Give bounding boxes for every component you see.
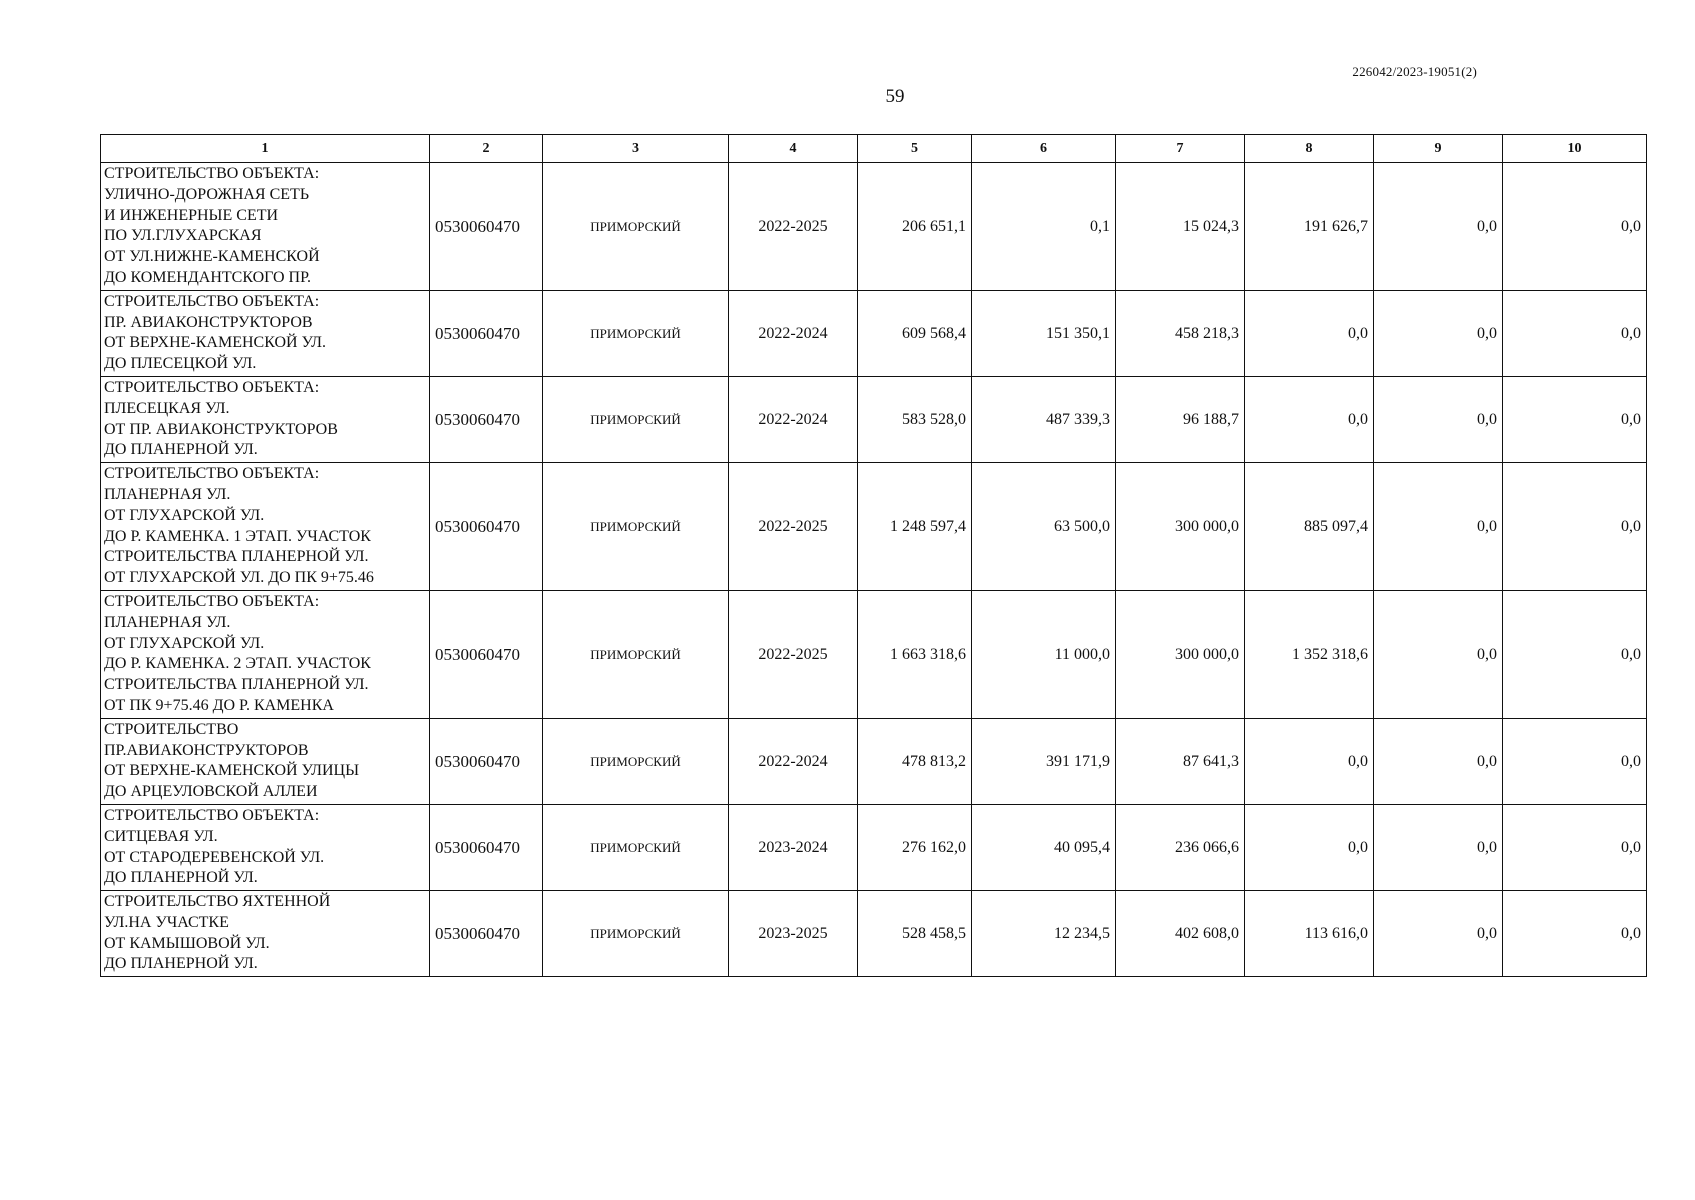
district: ПРИМОРСКИЙ xyxy=(543,463,729,591)
object-name xyxy=(101,718,430,804)
value-col7: 402 608,0 xyxy=(1116,891,1245,977)
object-name-line: ПЛАНЕРНАЯ УЛ. xyxy=(104,613,231,631)
value-col10: 0,0 xyxy=(1503,590,1647,718)
value-col10: 0,0 xyxy=(1503,804,1647,890)
object-name-line: ОТ ПР. АВИАКОНСТРУКТОРОВ xyxy=(104,420,338,438)
object-name-line: СТРОИТЕЛЬСТВО ОБЪЕКТА: xyxy=(104,592,320,610)
table-row xyxy=(101,718,1647,804)
value-col7: 300 000,0 xyxy=(1116,463,1245,591)
object-name-line: ПР. АВИАКОНСТРУКТОРОВ xyxy=(104,313,313,331)
value-col7: 15 024,3 xyxy=(1116,163,1245,291)
value-col5: 206 651,1 xyxy=(858,163,972,291)
value-col5: 528 458,5 xyxy=(858,891,972,977)
value-col9: 0,0 xyxy=(1374,891,1503,977)
value-col8: 0,0 xyxy=(1245,376,1374,462)
district: ПРИМОРСКИЙ xyxy=(543,804,729,890)
value-col10: 0,0 xyxy=(1503,376,1647,462)
object-name-line: УЛ.НА УЧАСТКЕ xyxy=(104,913,229,931)
value-col10: 0,0 xyxy=(1503,163,1647,291)
object-name-line: ОТ КАМЫШОВОЙ УЛ. xyxy=(104,934,270,952)
table-row xyxy=(101,590,1647,718)
value-col9: 0,0 xyxy=(1374,463,1503,591)
project-code: 0530060470 xyxy=(430,376,543,462)
object-name-line: СИТЦЕВАЯ УЛ. xyxy=(104,827,218,845)
value-col6: 63 500,0 xyxy=(972,463,1116,591)
value-col6: 151 350,1 xyxy=(972,290,1116,376)
value-col5: 609 568,4 xyxy=(858,290,972,376)
period: 2023-2025 xyxy=(729,891,858,977)
value-col9: 0,0 xyxy=(1374,163,1503,291)
period: 2022-2024 xyxy=(729,376,858,462)
object-name-line: СТРОИТЕЛЬСТВО ОБЪЕКТА: xyxy=(104,806,320,824)
object-name-line: ПР.АВИАКОНСТРУКТОРОВ xyxy=(104,741,309,759)
page-number: 59 xyxy=(885,86,905,107)
value-col9: 0,0 xyxy=(1374,804,1503,890)
column-header: 4 xyxy=(729,135,858,163)
column-header: 5 xyxy=(858,135,972,163)
value-col6: 11 000,0 xyxy=(972,590,1116,718)
document-id: 226042/2023-19051(2) xyxy=(1352,64,1477,79)
object-name xyxy=(101,891,430,977)
value-col8: 0,0 xyxy=(1245,804,1374,890)
column-header: 9 xyxy=(1374,135,1503,163)
object-name xyxy=(101,804,430,890)
object-name-line: СТРОИТЕЛЬСТВО ОБЪЕКТА: xyxy=(104,465,320,483)
object-name-line: ПЛЕСЕЦКАЯ УЛ. xyxy=(104,399,230,417)
object-name-line: ПО УЛ.ГЛУХАРСКАЯ xyxy=(104,227,262,245)
value-col6: 0,1 xyxy=(972,163,1116,291)
value-col5: 1 663 318,6 xyxy=(858,590,972,718)
project-code: 0530060470 xyxy=(430,463,543,591)
value-col8: 191 626,7 xyxy=(1245,163,1374,291)
column-header: 7 xyxy=(1116,135,1245,163)
value-col6: 487 339,3 xyxy=(972,376,1116,462)
column-number-row xyxy=(101,135,1647,163)
value-col5: 1 248 597,4 xyxy=(858,463,972,591)
object-name-line: ОТ УЛ.НИЖНЕ-КАМЕНСКОЙ xyxy=(104,248,320,266)
value-col7: 458 218,3 xyxy=(1116,290,1245,376)
value-col5: 583 528,0 xyxy=(858,376,972,462)
object-name-line: СТРОИТЕЛЬСТВО ЯХТЕННОЙ xyxy=(104,893,331,911)
object-name-line: ДО ПЛЕСЕЦКОЙ УЛ. xyxy=(104,355,257,373)
value-col8: 0,0 xyxy=(1245,718,1374,804)
table-row xyxy=(101,290,1647,376)
column-header: 2 xyxy=(430,135,543,163)
period: 2022-2025 xyxy=(729,590,858,718)
value-col8: 0,0 xyxy=(1245,290,1374,376)
value-col7: 236 066,6 xyxy=(1116,804,1245,890)
value-col6: 391 171,9 xyxy=(972,718,1116,804)
value-col9: 0,0 xyxy=(1374,590,1503,718)
table-row xyxy=(101,163,1647,291)
object-name-line: ОТ ВЕРХНЕ-КАМЕНСКОЙ УЛ. xyxy=(104,334,326,352)
object-name-line: СТРОИТЕЛЬСТВО xyxy=(104,720,239,738)
period: 2023-2024 xyxy=(729,804,858,890)
object-name-line: ДО ПЛАНЕРНОЙ УЛ. xyxy=(104,869,258,887)
value-col10: 0,0 xyxy=(1503,463,1647,591)
district: ПРИМОРСКИЙ xyxy=(543,718,729,804)
district: ПРИМОРСКИЙ xyxy=(543,590,729,718)
object-name-line: ДО ПЛАНЕРНОЙ УЛ. xyxy=(104,441,258,459)
value-col6: 40 095,4 xyxy=(972,804,1116,890)
object-name-line: ОТ ГЛУХАРСКОЙ УЛ. xyxy=(104,506,265,524)
value-col9: 0,0 xyxy=(1374,376,1503,462)
object-name xyxy=(101,290,430,376)
value-col7: 300 000,0 xyxy=(1116,590,1245,718)
column-header: 3 xyxy=(543,135,729,163)
value-col10: 0,0 xyxy=(1503,718,1647,804)
object-name-line: СТРОИТЕЛЬСТВА ПЛАНЕРНОЙ УЛ. xyxy=(104,548,369,566)
district: ПРИМОРСКИЙ xyxy=(543,163,729,291)
value-col7: 87 641,3 xyxy=(1116,718,1245,804)
period: 2022-2024 xyxy=(729,290,858,376)
project-code: 0530060470 xyxy=(430,891,543,977)
object-name-line: ОТ СТАРОДЕРЕВЕНСКОЙ УЛ. xyxy=(104,848,325,866)
object-name-line: ОТ ПК 9+75.46 ДО Р. КАМЕНКА xyxy=(104,696,334,714)
object-name-line: ДО Р. КАМЕНКА. 2 ЭТАП. УЧАСТОК xyxy=(104,655,371,673)
district: ПРИМОРСКИЙ xyxy=(543,376,729,462)
column-header: 8 xyxy=(1245,135,1374,163)
object-name-line: СТРОИТЕЛЬСТВО ОБЪЕКТА: xyxy=(104,292,320,310)
value-col8: 1 352 318,6 xyxy=(1245,590,1374,718)
column-header: 10 xyxy=(1503,135,1647,163)
value-col9: 0,0 xyxy=(1374,290,1503,376)
period: 2022-2025 xyxy=(729,163,858,291)
period: 2022-2024 xyxy=(729,718,858,804)
district: ПРИМОРСКИЙ xyxy=(543,891,729,977)
value-col5: 276 162,0 xyxy=(858,804,972,890)
object-name xyxy=(101,463,430,591)
object-name-line: СТРОИТЕЛЬСТВО ОБЪЕКТА: xyxy=(104,165,320,182)
object-name-line: СТРОИТЕЛЬСТВА ПЛАНЕРНОЙ УЛ. xyxy=(104,676,369,694)
object-name-line: ОТ ГЛУХАРСКОЙ УЛ. ДО ПК 9+75.46 xyxy=(104,569,374,587)
object-name-line: И ИНЖЕНЕРНЫЕ СЕТИ xyxy=(104,206,279,224)
object-name-line: ДО КОМЕНДАНТСКОГО ПР. xyxy=(104,268,312,286)
project-code: 0530060470 xyxy=(430,163,543,291)
project-code: 0530060470 xyxy=(430,290,543,376)
value-col7: 96 188,7 xyxy=(1116,376,1245,462)
table-row xyxy=(101,804,1647,890)
object-name xyxy=(101,163,430,291)
period: 2022-2025 xyxy=(729,463,858,591)
object-name-line: ДО Р. КАМЕНКА. 1 ЭТАП. УЧАСТОК xyxy=(104,527,371,545)
object-name-line: ДО АРЦЕУЛОВСКОЙ АЛЛЕИ xyxy=(104,783,318,801)
district: ПРИМОРСКИЙ xyxy=(543,290,729,376)
value-col6: 12 234,5 xyxy=(972,891,1116,977)
table-body xyxy=(101,163,1647,977)
budget-table xyxy=(100,134,1647,977)
project-code: 0530060470 xyxy=(430,590,543,718)
project-code: 0530060470 xyxy=(430,718,543,804)
table-row xyxy=(101,376,1647,462)
column-header: 6 xyxy=(972,135,1116,163)
object-name-line: СТРОИТЕЛЬСТВО ОБЪЕКТА: xyxy=(104,378,320,396)
table-row xyxy=(101,463,1647,591)
value-col10: 0,0 xyxy=(1503,290,1647,376)
object-name-line: ОТ ГЛУХАРСКОЙ УЛ. xyxy=(104,634,265,652)
value-col5: 478 813,2 xyxy=(858,718,972,804)
column-header: 1 xyxy=(101,135,430,163)
object-name-line: ДО ПЛАНЕРНОЙ УЛ. xyxy=(104,955,258,973)
value-col8: 113 616,0 xyxy=(1245,891,1374,977)
project-code: 0530060470 xyxy=(430,804,543,890)
object-name-line: УЛИЧНО-ДОРОЖНАЯ СЕТЬ xyxy=(104,185,310,203)
table-row xyxy=(101,891,1647,977)
object-name xyxy=(101,376,430,462)
value-col9: 0,0 xyxy=(1374,718,1503,804)
object-name-line: ПЛАНЕРНАЯ УЛ. xyxy=(104,485,231,503)
object-name xyxy=(101,590,430,718)
value-col10: 0,0 xyxy=(1503,891,1647,977)
value-col8: 885 097,4 xyxy=(1245,463,1374,591)
object-name-line: ОТ ВЕРХНЕ-КАМЕНСКОЙ УЛИЦЫ xyxy=(104,762,360,780)
